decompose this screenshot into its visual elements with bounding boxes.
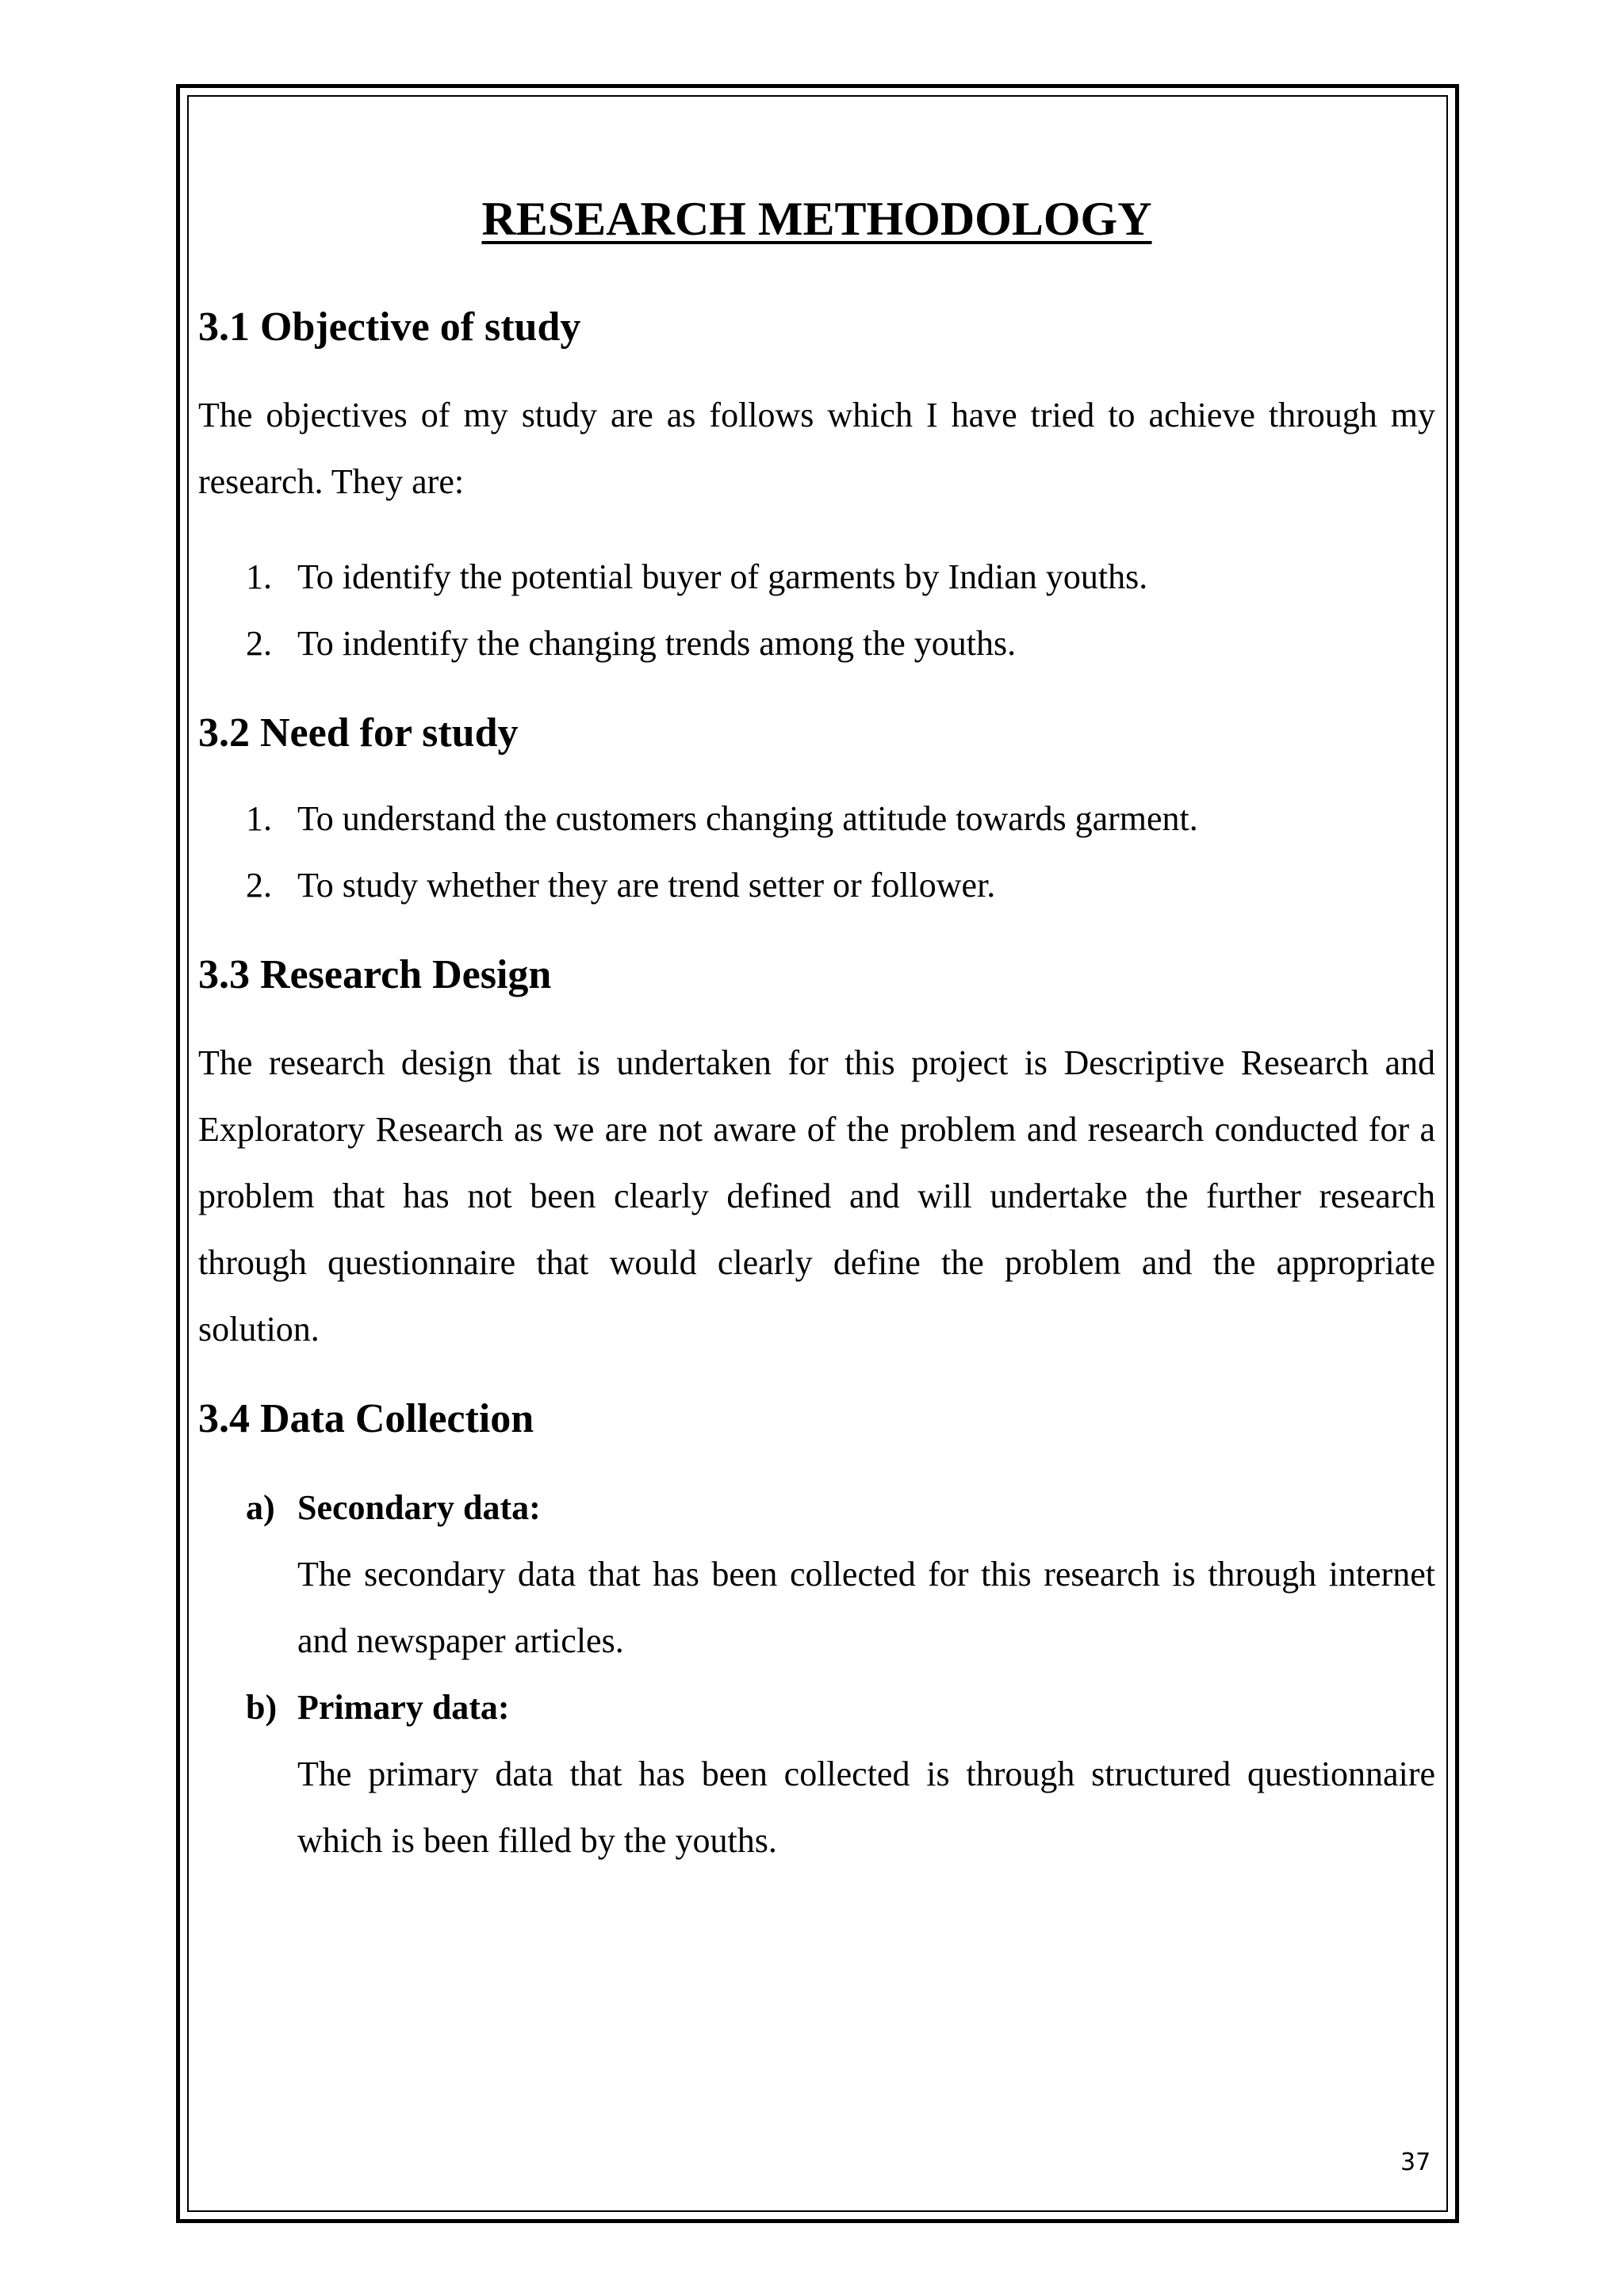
need-list (198, 786, 1435, 919)
secondary-data-text: The secondary data that has been collected for this research is through internet and newspaper articles. (297, 1554, 1435, 1660)
design-paragraph: The research design that is undertaken for this project is Descriptive Research and Exploratory Research as we are not aware of the problem and research conducted for a problem that has not been clearly defined and will undertake the further research through questionnaire that would clearly define the problem and the appropriate solution. (198, 1043, 1435, 1349)
list-marker: a) (246, 1487, 275, 1527)
section-heading-need: 3.2 Need for study (198, 710, 519, 756)
list-text: To identify the potential buyer of garments by Indian youths. (297, 557, 1148, 597)
list-item (198, 610, 1435, 677)
list-number: 2. (246, 865, 272, 905)
list-number: 2. (246, 624, 272, 664)
list-text: To understand the customers changing attitude towards garment. (297, 798, 1198, 838)
objective-list (198, 544, 1435, 677)
page-number: 37 (1400, 2149, 1431, 2176)
list-text: To indentify the changing trends among the youths. (297, 624, 1017, 664)
list-number: 1. (246, 557, 272, 597)
page-content (198, 190, 1435, 1874)
list-item (198, 786, 1435, 852)
objective-intro: The objectives of my study are as follows which I have tried to achieve through my research. They are: (198, 396, 1435, 502)
primary-data-text: The primary data that has been collected is through structured questionnaire which is been filled by the youths. (297, 1754, 1435, 1860)
sub-heading-secondary: Secondary data: (297, 1487, 541, 1527)
list-item (198, 544, 1435, 610)
list-number: 1. (246, 798, 272, 838)
sub-heading-primary: Primary data: (297, 1687, 510, 1727)
page-title: RESEARCH METHODOLOGY (481, 193, 1152, 245)
data-collection-list (198, 1475, 1435, 1874)
section-heading-design: 3.3 Research Design (198, 951, 552, 997)
section-heading-data-collection: 3.4 Data Collection (198, 1396, 534, 1442)
list-item (198, 852, 1435, 919)
list-item (198, 1674, 1435, 1874)
list-text: To study whether they are trend setter or follower. (297, 865, 996, 905)
list-marker: b) (246, 1687, 278, 1727)
list-item (198, 1475, 1435, 1674)
section-heading-objective: 3.1 Objective of study (198, 304, 581, 350)
